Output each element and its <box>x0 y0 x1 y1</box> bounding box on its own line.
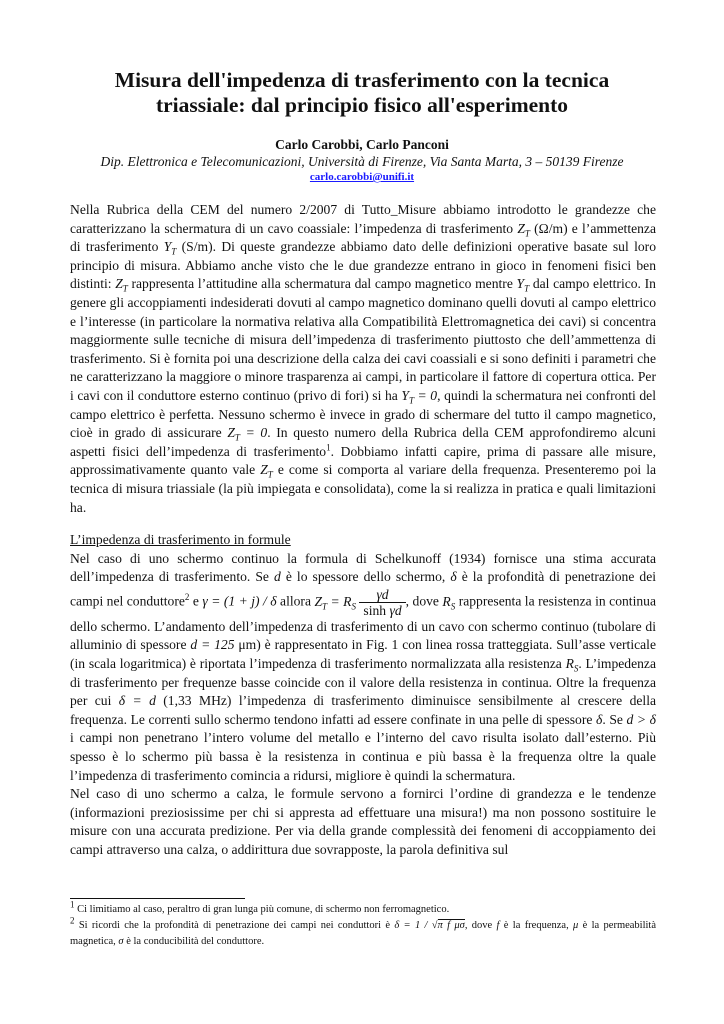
email-link[interactable]: carlo.carobbi@unifi.it <box>309 171 415 183</box>
paragraph-intro: Nella Rubrica della CEM del numero 2/2007 di Tutto_Misure abbiamo introdotto le grandezze che caratterizzano la schermatura di un cavo coassiale: l’impedenza di trasferimento $Z_T$ (Ω/m) e l’ammettenza di trasferimento $Y_T$ (S/m). Di queste grandezze abbiamo dato delle definizioni operative basate sul loro principio di misura. Abbiamo anche visto che le due grandezze entrano in gioco in fenomeni fisici ben distinti: $Z_T$ rappresenta l’attitudine alla schermatura dal campo magnetico mentre $Y_T$ dal campo elettrico. In genere gli accoppiamenti indesiderati dovuti al campo magnetico dominano quelli dovuti al campo elettrico e l’interesse (in particolare la normativa relativa alla Compatibilità Elettromagnetica dei cavi) si concentra maggiormente sulle tecniche di misura dell’impedenza di trasferimento piuttosto che dell’ammettenza di trasferimento. Si è fornita poi una descrizione della calza dei cavi coassiali e si sono definiti i parametri che ne caratterizzano la maggiore o minore trasparenza ai campi, in particolare il fattore di copertura ottica. Per i cavi con il conduttore esterno continuo (privo di fori) si ha $Y_T = 0$, quindi la schermatura nei confronti del campo elettrico è perfetta. Nessuno schermo è invece in grado di schermare del tutto il campo magnetico, cioè in grado di assicurare $Z_T = 0$. In questo numero della Rubrica della CEM approfondiremo alcuni aspetti fisici dell’impedenza di trasferimento$^1$. Dobbiamo infatti capire, prima di passare alle misure, approssimativamente quanto vale $Z_T$ e come si comporta al variare della frequenza. Presenteremo poi la tecnica di misura triassiale (la più impiegata e consolidata), come la si realizza in pratica e quali limitazioni ha. <box>70 202 657 515</box>
gamma-equation: γ = (1 + j) / δ <box>202 593 277 609</box>
rs-symbol: $R_S$ <box>442 593 456 612</box>
d-value: d = 125 μm <box>190 637 257 653</box>
zt-zero-equation: $Z_T = 0$ <box>227 425 268 443</box>
authors: Carlo Carobbi, Carlo Panconi <box>275 137 449 152</box>
rs-symbol: $R_S$ <box>565 656 579 674</box>
paper-title <box>70 68 654 118</box>
footnote-ref-1[interactable]: 1 <box>326 442 331 453</box>
footnote-divider <box>70 898 245 899</box>
zt-symbol: $Z_T$ <box>115 276 128 295</box>
title-line-2: triassiale: dal principio fisico all'esperimento <box>155 93 569 117</box>
footnote-1: $^1$ Ci limitiamo al caso, peraltro di gran lunga più comune, di schermo non ferromagnetico. <box>70 899 450 915</box>
yt-symbol: $Y_T$ <box>163 239 177 257</box>
paragraph-formulas: Nel caso di uno schermo continuo la formula di Schelkunoff (1934) fornisce una stima accurata dell’impedenza di trasferimento. Se d è lo spessore dello schermo, δ è la profondità di penetrazione dei campi nel conduttore$^2$ e γ = (1 + j) / δ allora $Z_T = R_S$ $\frac{\gamma d}{\text{sinh γd}}$ , dove $R_S$ rappresenta la resistenza in continua dello schermo. L’andamento dell’impedenza di trasferimento di un cavo con schermo continuo (tubolare di alluminio di spessore d = 125 μm) è rappresentato in Fig. 1 con linea rossa tratteggiata. Sull’asse verticale (in scala logaritmica) è riportata l’impedenza di trasferimento normalizzata alla resistenza $R_S$. L’impedenza di trasferimento per frequenze basse coincide con il valore della resistenza in continua. Oltre la frequenza per cui δ = d (1,33 MHz) l’impedenza di trasferimento diminuisce sensibilmente al crescere della frequenza. Le correnti sullo schermo tendono infatti ad essere confinate in una pelle di spessore δ. Se d > δ i campi non penetrano l’intero volume del metallo e l’interno del cavo risulta isolato dall’esterno. Più spesso è lo schermo più bassa è la resistenza in continua e più bassa è la frequenza oltre la quale l’impedenza di trasferimento comincia a ridursi, migliore è quindi la schermatura. <box>70 550 657 783</box>
zt-symbol: $Z_T$ <box>517 220 530 239</box>
body-text <box>70 201 656 860</box>
affiliation: Dip. Elettronica e Telecomunicazioni, Università di Firenze, Via Santa Marta, 3 – 50139 Firenze <box>100 154 624 169</box>
yt-zero-equation: $Y_T = 0$ <box>401 387 438 406</box>
title-line-1: Misura dell'impedenza di trasferimento con la tecnica <box>114 68 610 92</box>
paragraph-braid: Nel caso di uno schermo a calza, le formule servono a fornirci l’ordine di grandezza e le tendenze (informazioni preziosissime per chi si appresta ad effettuare una misura!) ma non possono sostituire le misure con una accurata predizione. Per via della grande complessità dei fenomeni di accoppiamento dei campi attraverso una calza, o addirittura due sovrapposte, la parola definitiva sul <box>70 786 656 857</box>
zt-symbol: $Z_T$ <box>260 462 273 481</box>
section-heading: L’impedenza di trasferimento in formule <box>70 532 291 548</box>
footnotes <box>70 899 657 950</box>
zt-formula: $Z_T = R_S$ $\frac{\gamma d}{\text{sinh γd}}$ <box>314 594 405 609</box>
skin-depth-formula: δ = 1 / √π f μσ <box>394 920 465 931</box>
footnote-ref-2[interactable]: 2 <box>184 591 190 602</box>
yt-symbol: $Y_T$ <box>516 276 530 295</box>
footnote-2: $^2$ Si ricordi che la profondità di penetrazione dei campi nei conduttori è δ = 1 / √π f μσ, dove f è la frequenza, μ è la permeabilità magnetica, σ è la conducibilità del conduttore. <box>70 915 657 947</box>
